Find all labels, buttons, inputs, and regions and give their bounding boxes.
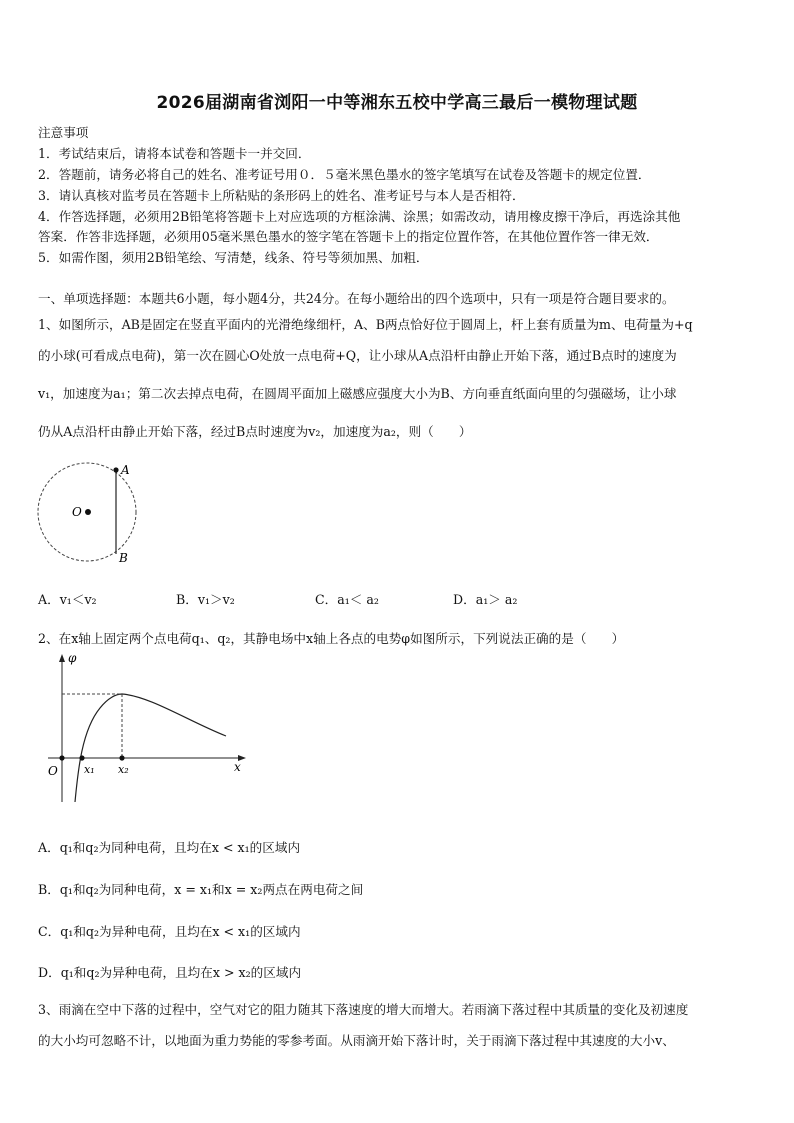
section-heading: 一、单项选择题：本题共6小题，每小题4分，共24分。在每小题给出的四个选项中，只有一项是符合题目要求的。 (38, 291, 675, 306)
x2-label: x₂ (118, 763, 129, 776)
notice-item: 1．考试结束后，请将本试卷和答题卡一并交回． (38, 146, 311, 161)
notice-item: 4．作答选择题，必须用2B铅笔将答题卡上对应选项的方框涂满、涂黑；如需改动，请用橡皮擦干净后，再选涂其他 (38, 209, 681, 224)
q1-option-a: A．v₁＜v₂ (38, 592, 97, 607)
point-A (113, 467, 118, 472)
q2-option-c: C．q₁和q₂为异种电荷，且均在x < x₁的区域内 (38, 924, 301, 939)
q2-stem: 2、在x轴上固定两个点电荷q₁、q₂，其静电场中x轴上各点的电势φ如图所示，下列说法正确的是（ ） (38, 631, 625, 646)
point-x2 (119, 755, 124, 760)
q1-stem-line: 1、如图所示，AB是固定在竖直平面内的光滑绝缘细杆，A、B两点恰好位于圆周上，杆上套有质量为m、电荷量为+q (38, 317, 693, 332)
potential-curve (75, 694, 226, 802)
y-axis-label: φ (68, 651, 77, 665)
q2-option-b: B．q₁和q₂为同种电荷，x = x₁和x = x₂两点在两电荷之间 (38, 882, 364, 897)
label-A: A (121, 463, 130, 477)
notice-item: 5．如需作图，须用2B铅笔绘、写清楚，线条、符号等须加黑、加粗． (38, 250, 429, 265)
x1-label: x₁ (84, 763, 95, 776)
q3-stem-line: 3、雨滴在空中下落的过程中，空气对它的阻力随其下落速度的增大而增大。若雨滴下落过程中其质量的变化及初速度 (38, 1002, 689, 1017)
q2-option-d: D．q₁和q₂为异种电荷，且均在x > x₂的区域内 (38, 965, 302, 980)
notice-item: 2．答题前，请务必将自己的姓名、准考证号用０．５毫米黑色墨水的签字笔填写在试卷及答题卡的规定位置． (38, 167, 651, 182)
y-axis-arrow (59, 654, 65, 662)
notice-item: 答案．作答非选择题，必须用05毫米黑色墨水的签字笔在答题卡上的指定位置作答，在其他位置作答一律无效． (38, 229, 659, 244)
q1-circle-figure (30, 455, 160, 575)
q1-stem-line: v₁，加速度为a₁；第二次去掉点电荷，在圆周平面加上磁感应强度大小为B、方向垂直纸面向里的匀强磁场，让小球 (38, 386, 677, 401)
point-x1 (79, 755, 84, 760)
label-O: O (72, 505, 82, 519)
q2-option-a: A．q₁和q₂为同种电荷，且均在x < x₁的区域内 (38, 840, 301, 855)
q1-stem-line: 仍从A点沿杆由静止开始下落，经过B点时速度为v₂，加速度为a₂，则（ ） (38, 424, 472, 439)
origin-label: O (48, 764, 58, 778)
q2-potential-graph (40, 650, 255, 808)
q1-option-c: C．a₁＜ a₂ (315, 592, 379, 607)
point-origin (59, 755, 64, 760)
notice-heading: 注意事项 (38, 125, 89, 140)
q1-stem-line: 的小球(可看成点电荷)，第一次在圆心O处放一点电荷+Q，让小球从A点沿杆由静止开始下落，通过B点时的速度为 (38, 348, 677, 363)
label-B: B (119, 551, 128, 565)
q3-stem-line: 的大小均可忽略不计，以地面为重力势能的零参考面。从雨滴开始下落计时，关于雨滴下落过程中其速度的大小v、 (38, 1033, 675, 1048)
page-title: 2026届湖南省浏阳一中等湘东五校中学高三最后一模物理试题 (156, 93, 638, 113)
q1-option-b: B．v₁＞v₂ (176, 592, 235, 607)
x-axis-label: x (234, 760, 241, 774)
point-O (85, 509, 91, 515)
q1-option-d: D．a₁＞ a₂ (453, 592, 518, 607)
notice-item: 3．请认真核对监考员在答题卡上所粘贴的条形码上的姓名、准考证号与本人是否相符． (38, 188, 525, 203)
